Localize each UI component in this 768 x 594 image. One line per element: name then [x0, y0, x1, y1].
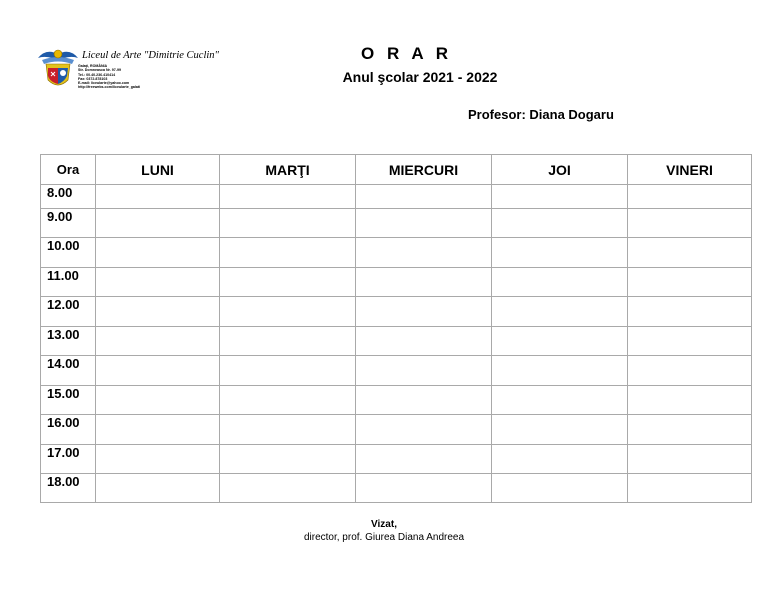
schedule-cell [356, 445, 492, 474]
schedule-cell [492, 356, 628, 386]
schedule-cell [96, 415, 220, 445]
schedule-cell [356, 327, 492, 356]
table-row [41, 238, 752, 268]
schedule-cell [356, 415, 492, 445]
table-row [41, 268, 752, 297]
schedule-cell [220, 445, 356, 474]
school-year: Anul şcolar 2021 - 2022 [342, 69, 498, 85]
school-web-line: http://freewebs.com/liceularte_galati [78, 85, 141, 90]
schedule-cell [492, 474, 628, 503]
column-header-miercuri: MIERCURI [356, 155, 492, 185]
table-row [41, 185, 752, 209]
column-header-luni: LUNI [96, 155, 220, 185]
schedule-cell [220, 268, 356, 297]
hour-cell: 14.00 [41, 356, 96, 386]
schedule-table [40, 154, 752, 503]
schedule-cell [96, 474, 220, 503]
schedule-cell [492, 415, 628, 445]
schedule-cell [356, 474, 492, 503]
column-header-joi: JOI [492, 155, 628, 185]
schedule-cell [356, 268, 492, 297]
schedule-cell [628, 356, 752, 386]
schedule-cell [492, 445, 628, 474]
schedule-cell [96, 445, 220, 474]
schedule-cell [220, 386, 356, 415]
schedule-cell [492, 209, 628, 238]
table-row [41, 386, 752, 415]
schedule-cell [220, 209, 356, 238]
school-name: Liceul de Arte "Dimitrie Cuclin" [82, 50, 219, 61]
schedule-cell [628, 415, 752, 445]
schedule-cell [96, 386, 220, 415]
schedule-cell [628, 445, 752, 474]
schedule-cell [96, 268, 220, 297]
schedule-cell [492, 327, 628, 356]
hour-cell: 9.00 [41, 209, 96, 238]
schedule-cell [220, 415, 356, 445]
table-row [41, 209, 752, 238]
column-header-marti: MARŢI [220, 155, 356, 185]
table-row [41, 415, 752, 445]
schedule-cell [96, 327, 220, 356]
schedule-cell [356, 386, 492, 415]
schedule-cell [96, 297, 220, 327]
schedule-cell [628, 185, 752, 209]
schedule-cell [220, 297, 356, 327]
schedule-cell [492, 185, 628, 209]
hour-cell: 16.00 [41, 415, 96, 445]
schedule-cell [628, 327, 752, 356]
schedule-cell [628, 238, 752, 268]
schedule-cell [492, 297, 628, 327]
schedule-body [41, 185, 752, 503]
schedule-cell [220, 474, 356, 503]
table-row [41, 297, 752, 327]
document-title: O R A R [361, 44, 452, 63]
approval-label: Vizat, [371, 519, 397, 530]
column-header-ora: Ora [41, 155, 96, 185]
schedule-cell [492, 268, 628, 297]
school-address-line: Str. Domneasca Nr. 97-99 [78, 68, 121, 73]
column-header-vineri: VINERI [628, 155, 752, 185]
schedule-cell [628, 297, 752, 327]
hour-cell: 13.00 [41, 327, 96, 356]
schedule-cell [356, 238, 492, 268]
schedule-cell [628, 209, 752, 238]
table-row [41, 327, 752, 356]
schedule-cell [356, 209, 492, 238]
director-signature: director, prof. Giurea Diana Andreea [303, 532, 465, 543]
schedule-cell [492, 238, 628, 268]
school-email-line: E-mail: liceularte@yahoo.com [78, 81, 130, 86]
table-row [41, 445, 752, 474]
school-phone-line: Tel.: 00.40.236.410414 [78, 72, 116, 77]
hour-cell: 11.00 [41, 268, 96, 297]
schedule-cell [96, 209, 220, 238]
school-address-line: Galaţi, ROMÂNIA [78, 64, 108, 68]
table-row [41, 474, 752, 503]
hour-cell: 15.00 [41, 386, 96, 415]
hour-cell: 17.00 [41, 445, 96, 474]
table-row [41, 356, 752, 386]
schedule-cell [628, 386, 752, 415]
schedule-cell [628, 474, 752, 503]
hour-cell: 8.00 [41, 185, 96, 209]
schedule-cell [492, 386, 628, 415]
hour-cell: 10.00 [41, 238, 96, 268]
schedule-cell [356, 297, 492, 327]
schedule-cell [356, 356, 492, 386]
teacher-name: Profesor: Diana Dogaru [468, 107, 614, 122]
header-row [41, 155, 752, 185]
schedule-cell [220, 185, 356, 209]
school-fax-line: Fax: 0372.878103 [78, 76, 108, 81]
schedule-cell [96, 238, 220, 268]
hour-cell: 12.00 [41, 297, 96, 327]
schedule-cell [220, 356, 356, 386]
schedule-cell [96, 185, 220, 209]
hour-cell: 18.00 [41, 474, 96, 503]
schedule-cell [220, 238, 356, 268]
schedule-cell [628, 268, 752, 297]
footer [0, 518, 768, 544]
schedule-cell [220, 327, 356, 356]
schedule-cell [96, 356, 220, 386]
schedule-cell [356, 185, 492, 209]
